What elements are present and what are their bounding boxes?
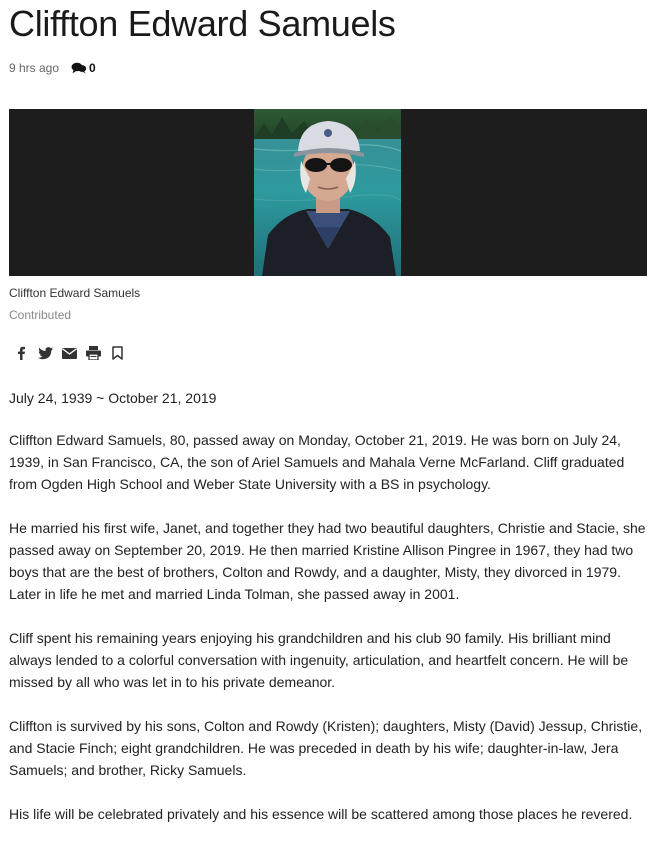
body-paragraph: His life will be celebrated privately and his essence will be scattered among those places he revered. — [9, 806, 633, 822]
email-icon[interactable] — [61, 345, 77, 361]
body-paragraph: Cliff spent his remaining years enjoying his grandchildren and his club 90 family. His brilliant mind always lended to a colorful conversation with ingenuity, articulation, and heartfelt concern. He will be missed by all who was let in to his private demeanor. — [9, 630, 629, 690]
timestamp: 9 hrs ago — [9, 61, 60, 75]
photo-credit: Contributed — [9, 308, 72, 322]
comment-count: 0 — [89, 61, 96, 75]
bookmark-icon[interactable] — [109, 345, 125, 361]
article-meta — [9, 60, 96, 76]
photo-container[interactable] — [9, 109, 647, 276]
comment-icon — [71, 62, 87, 74]
obituary-photo — [254, 109, 401, 276]
obituary-body — [9, 429, 649, 847]
facebook-icon[interactable] — [13, 345, 29, 361]
page-title: Cliffton Edward Samuels — [9, 3, 396, 44]
body-paragraph: He married his first wife, Janet, and together they had two beautiful daughters, Christie and Stacie, she passed away on September 20, 2019. He then married Kristine Allison Pingree in 1967, they had two boys that are the best of brothers, Colton and Rowdy, and a daughter, Misty, they divorced in 1979. Later in life he met and married Linda Tolman, she passed away in 2001. — [9, 520, 646, 602]
print-icon[interactable] — [85, 345, 101, 361]
body-paragraph: Cliffton is survived by his sons, Colton and Rowdy (Kristen); daughters, Misty (David) Jessup, Christie, and Stacie Finch; eight grandchildren. He was preceded in death by his wife; daughter-in-law, Jera Samuels; and brother, Ricky Samuels. — [9, 718, 643, 778]
twitter-icon[interactable] — [37, 345, 53, 361]
body-paragraph: Cliffton Edward Samuels, 80, passed away on Monday, October 21, 2019. He was born on July 24, 1939, in San Francisco, CA, the son of Ariel Samuels and Mahala Verne McFarland. Cliff graduated from Ogden High School and Weber State University with a BS in psychology. — [9, 432, 625, 492]
photo-caption: Cliffton Edward Samuels — [9, 286, 141, 300]
share-toolbar — [13, 345, 133, 361]
life-dates: July 24, 1939 ~ October 21, 2019 — [9, 390, 217, 406]
comments-link[interactable] — [71, 61, 96, 75]
